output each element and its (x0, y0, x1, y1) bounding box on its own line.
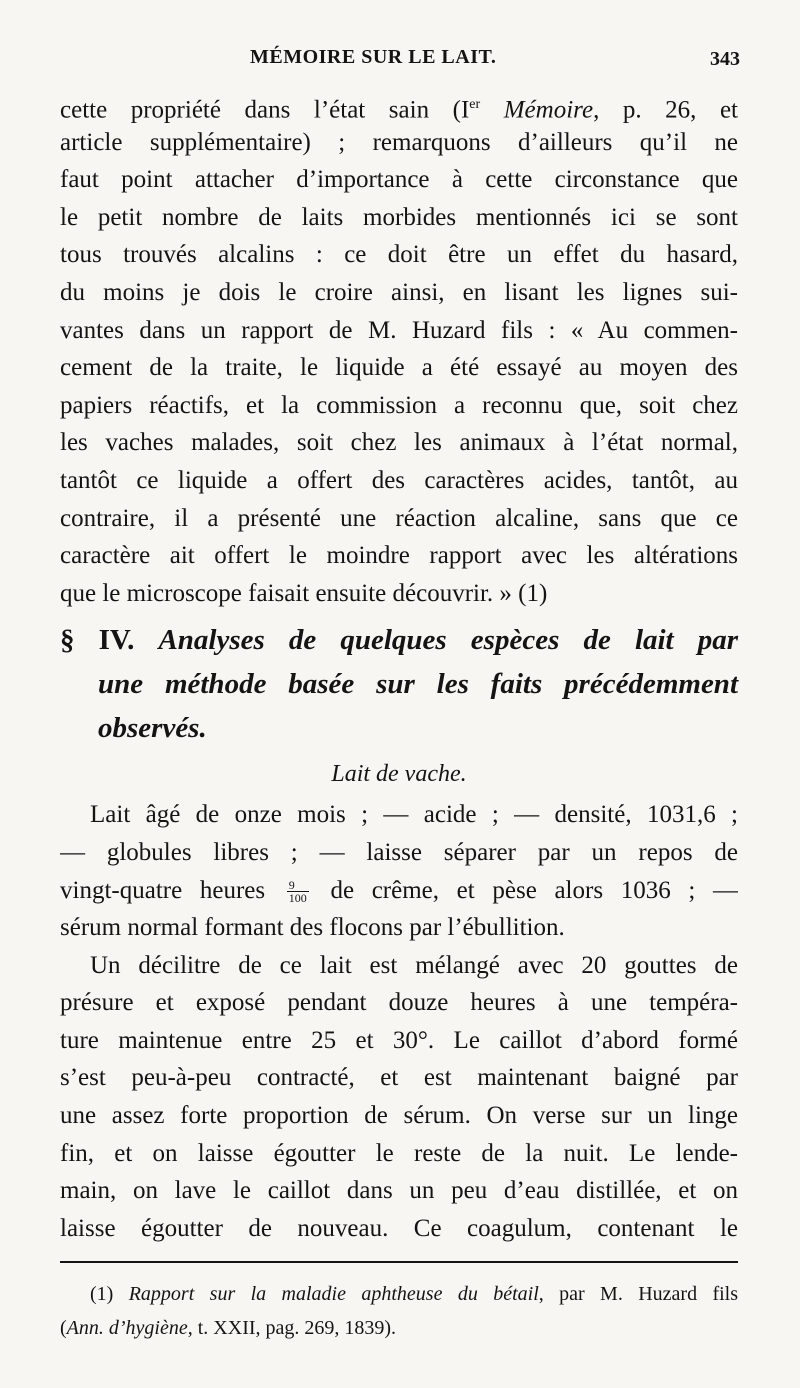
page-number: 343 (710, 48, 740, 70)
paragraph-continuation (60, 86, 738, 612)
text-line: — globules libres ; — laisse séparer par un repos de (60, 838, 738, 866)
text-line: vingt-quatre heures $\frac{9}{100}$ de crême, et pèse alors 1036 ; — (60, 876, 738, 906)
text-line: s’est peu-à-peu contracté, et est maintenant baigné par (60, 1064, 738, 1092)
footnote (60, 1277, 738, 1345)
text-line: cette propriété dans l’état sain (Ier Mémoire, p. 26, et (60, 96, 738, 124)
text-line: laisse égoutter de nouveau. Ce coagulum, contenant le (60, 1214, 738, 1242)
footnote-line: (1) Rapport sur la maladie aphtheuse du bétail, par M. Huzard fils (90, 1283, 739, 1305)
text-line: contraire, il a présenté une réaction alcaline, sans que ce (60, 504, 738, 532)
text-line: Un décilitre de ce lait est mélangé avec 20 gouttes de (90, 951, 738, 979)
running-title: MÉMOIRE SUR LE LAIT. (250, 46, 497, 68)
text-line: le petit nombre de laits morbides mentionnés ici se sont (60, 203, 738, 231)
text-line: sérum normal formant des flocons par l’ébullition. (60, 914, 565, 942)
footnote-divider (60, 1261, 738, 1263)
section-number: § IV. (60, 624, 135, 657)
fraction: $\frac{9}{100}$ (288, 878, 307, 906)
page-body (60, 86, 738, 1247)
section-heading (60, 618, 738, 662)
footnote-marker: (1) (90, 1283, 114, 1305)
text-line: Lait âgé de onze mois ; — acide ; — densité, 1031,6 ; (90, 801, 738, 829)
page-header (60, 40, 740, 80)
text-line: caractère ait offert le moindre rapport avec les altérations (60, 542, 738, 570)
text-line: que le microscope faisait ensuite découvrir. » (1) (60, 579, 548, 607)
text-line: les vaches malades, soit chez les animaux à l’état normal, (60, 429, 738, 457)
text-line: faut point attacher d’importance à cette circonstance que (60, 166, 738, 194)
footnote-title: Rapport sur la maladie aphtheuse du bétail (128, 1283, 539, 1305)
footnote-line: (Ann. d’hygiène, t. XXII, pag. 269, 1839). (60, 1317, 397, 1339)
text-line: vantes dans un rapport de M. Huzard fils : « Au commen- (60, 316, 738, 344)
text-line: tantôt ce liquide a offert des caractères acides, tantôt, au (60, 466, 738, 494)
text-line: du moins je dois le croire ainsi, en lisant les lignes sui- (60, 278, 738, 306)
paragraph-sample-description (60, 796, 738, 946)
text-line: présure et exposé pendant douze heures à une tempéra- (60, 989, 738, 1017)
section-title-line-2: une méthode basée sur les faits précédemment (98, 668, 738, 701)
subsection-title: Lait de vache. (331, 761, 467, 788)
footnote-journal: Ann. d’hygiène (66, 1317, 188, 1339)
text-line: cement de la traite, le liquide a été essayé au moyen des (60, 354, 738, 382)
paragraph-procedure (60, 947, 738, 1248)
text-line: papiers réactifs, et la commission a reconnu que, soit chez (60, 391, 738, 419)
text-line: article supplémentaire) ; remarquons d’ailleurs qu’il ne (60, 128, 738, 156)
section-title-line-1: Analyses de quelques espèces de lait par (158, 624, 738, 657)
text-line: fin, et on laisse égoutter le reste de la nuit. Le lende- (60, 1139, 738, 1167)
text-line: main, on lave le caillot dans un peu d’eau distillée, et on (60, 1177, 738, 1205)
section-title-line-3: observés. (98, 712, 207, 745)
text-line: ture maintenue entre 25 et 30°. Le caillot d’abord formé (60, 1026, 738, 1054)
text-line: tous trouvés alcalins : ce doit être un effet du hasard, (60, 241, 738, 269)
text-line: une assez forte proportion de sérum. On verse sur un linge (60, 1102, 738, 1130)
